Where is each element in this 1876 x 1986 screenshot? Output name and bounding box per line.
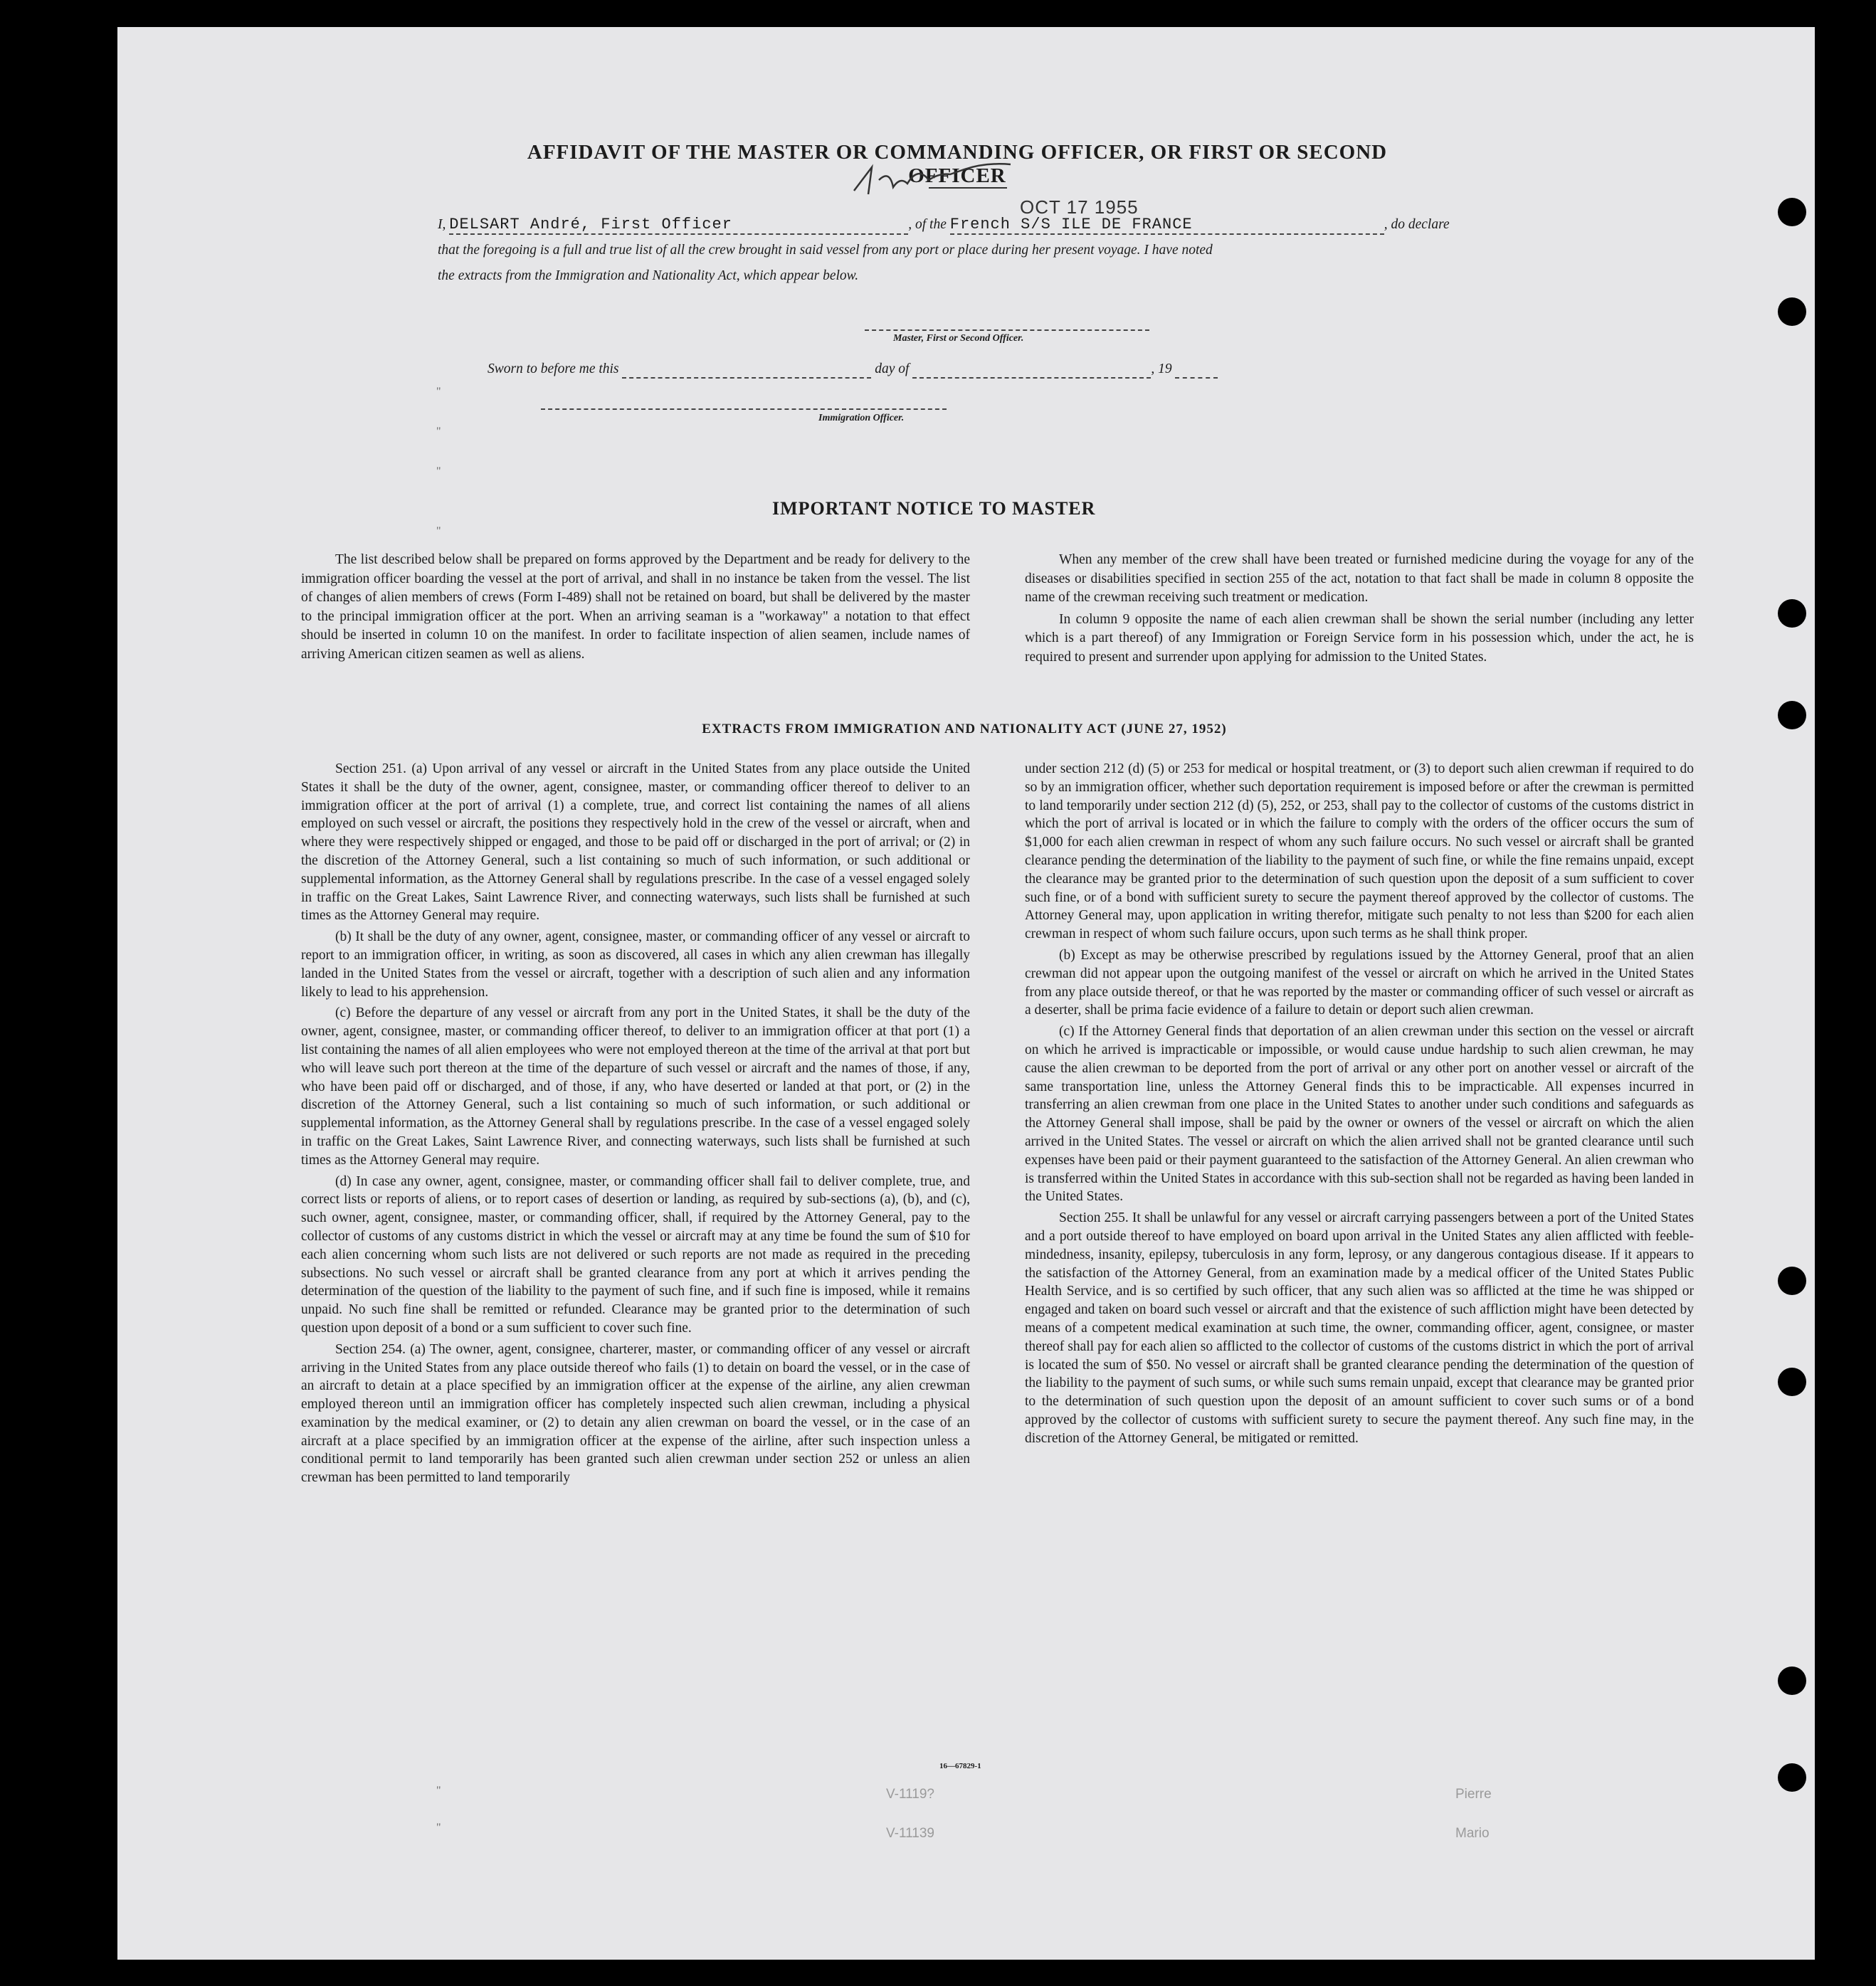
punch-hole (1778, 701, 1806, 729)
bleed-through-text: V-11139 (886, 1826, 934, 1841)
sworn-month-field (912, 361, 1151, 379)
form-number: 16—67829-1 (939, 1762, 981, 1770)
ditto-mark: " (436, 525, 441, 537)
punch-hole (1778, 1667, 1806, 1695)
extracts-title: EXTRACTS FROM IMMIGRATION AND NATIONALITY ACT (JUNE 27, 1952) (702, 722, 1227, 736)
extract-paragraph: (b) Except as may be otherwise prescribed by regulations issued by the Attorney General, proof that an alien crewman did not appear upon the outgoing manifest of the vessel or aircraft on which he arrived in the United States from any place outside thereof, or that he was reported by the master or commanding officer of such vessel or aircraft as a deserter, shall be prima facie evidence of a failure to detain or deport such alien crewman. (1025, 947, 1694, 1018)
ditto-mark: " (436, 1822, 441, 1834)
declaration-line-1 (438, 216, 1527, 235)
sworn-year-field (1175, 361, 1218, 379)
date-stamp: OCT 17 1955 (1020, 196, 1139, 218)
extract-paragraph: Section 254. (a) The owner, agent, consignee, charterer, master, or commanding officer of any vessel or aircraft arriving in the United States from any place outside thereof who fails (1) to detain on board the vessel, or in the case of an aircraft to detain at a place specified by an immigration officer at the expense of the airline, any alien crewman employed thereon until an immigration officer has completely inspected such alien crewman, including a physical examination by the medical examiner, or (2) to detain any alien crewman on board the vessel, or in the case of an aircraft at a place specified by an immigration officer at the expense of the airline, after such inspection unless a conditional permit to land temporarily has been granted such alien crewman under section 252 or unless an alien crewman has been permitted to land temporarily (301, 1341, 970, 1486)
document-title: AFFIDAVIT OF THE MASTER OR COMMANDING OFFICER, OR FIRST OR SECOND OFFICER (527, 141, 1388, 187)
document-page (117, 27, 1815, 1960)
extract-paragraph: Section 255. It shall be unlawful for any vessel or aircraft carrying passengers between a port of the United States and a port outside thereof to have employed on board upon arrival in the United States any alien afflicted with feeble-mindedness, insanity, epilepsy, tuberculosis in any form, leprosy, or any dangerous contagious disease. If it appears to the satisfaction of the Attorney General, from an examination made by a medical officer of the United States Public Health Service, and is so certified by such officer, that any such alien was so afflicted at the time he was shipped or engaged and taken on board such vessel or aircraft and that the existence of such affliction might have been detected by means of a competent medical examination at such time, the owner, commanding officer, agent, consignee, or master thereof shall pay for each alien so afflicted to the collector of customs of the customs district in which the port of arrival is located the sum of $50. No vessel or aircraft shall be granted clearance pending the determination of the question of the liability to the payment of such sums, or while such sums remain unpaid, except that clearance may be granted prior to the determination of such question upon the deposit of an amount sufficient to cover such sums or of a bond approved by the collector of customs with sufficient surety to secure the payment thereof. Any such fine may, in the discretion of the Attorney General, be mitigated or remitted. (1025, 1210, 1694, 1446)
handwritten-signature (850, 159, 1014, 201)
punch-hole (1778, 599, 1806, 628)
notice-paragraph: In column 9 opposite the name of each alien crewman shall be shown the serial number (including any letter which is a part thereof) of any Immigration or Foreign Service form in his possession which, under the act, he is required to present and surrender upon applying for admission to the United States. (1025, 611, 1694, 665)
bleed-through-text: Mario (1455, 1826, 1490, 1841)
sworn-prefix: Sworn to before me this (488, 361, 619, 376)
day-of-text: day of (875, 361, 910, 376)
extract-paragraph: (c) If the Attorney General finds that deportation of an alien crewman under this section on the vessel or aircraft on which he arrived is impracticable or impossible, or would cause undue hardship to such alien crewman, he may cause the alien crewman to be deported from the port of arrival or any other port on another vessel or aircraft of the same transportation line, unless the Attorney General finds this to be impracticable. All expenses incurred in transferring an alien crewman from one place in the United States to another under such conditions and safeguards as the Attorney General shall impose, shall be paid by the owner or owners of the vessel or aircraft on which the alien arrived in the United States. The vessel or aircraft on which the alien arrived shall not be granted clearance until such expenses have been paid or their payment guaranteed to the satisfaction of the Attorney General. An alien crewman who is transferred within the United States in accordance with this sub-section shall not be regarded as having been landed in the United States. (1025, 1024, 1694, 1205)
officer-rank: First Officer (601, 216, 732, 233)
of-the-text: , of the (908, 217, 947, 232)
vessel-name-field (950, 216, 1384, 235)
declaration-line-2: that the foregoing is a full and true list of all the crew brought in said vessel from any port or place during her present voyage. I have noted (438, 243, 1213, 258)
punch-hole (1778, 1267, 1806, 1295)
immigration-officer-line (541, 408, 947, 410)
extract-paragraph: (b) It shall be the duty of any owner, agent, consignee, master, or commanding officer of any vessel or aircraft to report to an immigration officer, in writing, as soon as discovered, all cases in which any alien crewman has illegally landed in the United States from the vessel or aircraft, together with a description of such alien and any information likely to lead to his apprehension. (301, 929, 970, 1000)
extracts-left-column (301, 760, 970, 1490)
vessel-name: French S/S ILE DE FRANCE (949, 216, 1193, 233)
signature-line (865, 329, 1149, 331)
declaration-line-3: the extracts from the Immigration and Nationality Act, which appear below. (438, 268, 859, 283)
ditto-mark: " (436, 1785, 441, 1797)
notice-right-column (1025, 551, 1694, 670)
bleed-through-text: Pierre (1455, 1787, 1492, 1802)
punch-hole (1778, 198, 1806, 226)
punch-hole (1778, 1368, 1806, 1396)
ditto-mark: " (436, 465, 441, 477)
bleed-through-text: V-1119? (886, 1787, 934, 1802)
do-declare-text: , do declare (1384, 217, 1450, 232)
notice-title: IMPORTANT NOTICE TO MASTER (772, 498, 1096, 519)
sworn-line (438, 361, 1434, 379)
ditto-mark: " (436, 386, 441, 398)
extract-paragraph: (c) Before the departure of any vessel or aircraft from any port in the United States, it shall be the duty of the owner, agent, consignee, master, or commanding officer thereof, to deliver to an immigration officer at that port (1) a list containing the names of all alien employees who were not employed thereon at the time of the arrival at that port but who will leave such port thereon at the time of the departure of such vessel or aircraft and the names of those, if any, who have been paid off or discharged, and of those, if any, who have deserted or landed at that port, or (2) in the discretion of the Attorney General, such a list containing so much of such information, or such additional or supplemental information, as the Attorney General shall by regulations prescribe. In the case of a vessel engaged solely in traffic on the Great Lakes, Saint Lawrence River, and connecting waterways, such lists shall be furnished at such times as the Attorney General may require. (301, 1005, 970, 1168)
notice-paragraph: When any member of the crew shall have been treated or furnished medicine during the voyage for any of the diseases or disabilities specified in section 255 of the act, notation to that fact shall be made in column 8 opposite the name of the crewman receiving such treatment or medication. (1025, 552, 1694, 605)
ditto-mark: " (436, 426, 441, 438)
signature-caption: Master, First or Second Officer. (893, 333, 1024, 344)
notice-paragraph: The list described below shall be prepared on forms approved by the Department and be ready for delivery to the immigration officer boarding the vessel at the port of arrival, and shall in no instance be taken from the vessel. The list of changes of alien members of crews (Form I-489) shall not be retained on board, but shall be delivered by the master to the principal immigration officer at the port. When an arriving seaman is a "workaway" a notation to that effect should be inserted in column 10 on the manifest. In order to facilitate inspection of alien seamen, include names of arriving American citizen seamen as well as aliens. (301, 552, 970, 662)
immigration-officer-caption: Immigration Officer. (818, 413, 905, 423)
extracts-right-column (1025, 760, 1694, 1450)
notice-left-column (301, 551, 970, 667)
declaration-pronoun: I, (438, 217, 446, 232)
year-prefix: , 19 (1151, 361, 1172, 376)
officer-name: DELSART André, (449, 216, 591, 233)
sworn-day-field (622, 361, 871, 379)
extract-paragraph: (d) In case any owner, agent, consignee, master, or commanding officer shall fail to deliver complete, true, and correct lists or reports of aliens, or to report cases of desertion or landing, as required by sub-sections (a), (b), and (c), such owner, agent, consignee, master, or commanding officer, shall, if required by the Attorney General, pay to the collector of customs of any customs district in which the vessel or aircraft may at any time be found the sum of $10 for each alien concerning whom such lists are not delivered or such reports are not made as required in the preceding subsections. No such vessel or aircraft shall be granted clearance from any port at which it arrives pending the determination of the question of the liability to the payment of such fine, and if such fine is imposed, while it remains unpaid. No such fine shall be remitted or refunded. Clearance may be granted prior to the determination of such question upon deposit of a bond or a sum sufficient to cover such fine. (301, 1173, 970, 1336)
extract-paragraph: Section 251. (a) Upon arrival of any vessel or aircraft in the United States from any place outside the United States it shall be the duty of the owner, agent, consignee, master, or commanding officer thereof to deliver to an immigration officer at the port of arrival (1) a complete, true, and correct list containing the names of all aliens employed on such vessel or aircraft, the positions they respectively hold in the crew of the vessel or aircraft, when and where they were respectively shipped or engaged, and those to be paid off or discharged in the port of arrival; or (2) in the discretion of the Attorney General, such a list containing so much of such information, or such additional or supplemental information, as the Attorney General shall by regulations prescribe. In the case of a vessel engaged solely in traffic on the Great Lakes, Saint Lawrence River, and connecting waterways, such lists shall be furnished at such times as the Attorney General may require. (301, 761, 970, 924)
extract-paragraph: under section 212 (d) (5) or 253 for medical or hospital treatment, or (3) to deport such alien crewman if required to do so by an immigration officer, whether such deportation requirement is imposed before or after the crewman is permitted to land temporarily under section 212 (d) (5), 252, or 253, shall pay to the collector of customs of the customs district in which the port of arrival is located or in which the failure to comply with the orders of the officer occurs the sum of $1,000 for each alien crewman in respect of whom any such failure occurs. No such vessel or aircraft shall be granted clearance pending the determination of the liability to the payment of such fine, or while the fine remains unpaid, except the clearance may be granted prior to the determination of such question upon the deposit of a sum sufficient to cover such fine, or of a bond with sufficient surety to secure the payment thereof approved by the collector of customs. The Attorney General may, upon application in writing therefor, mitigate such penalty to not less than $200 for each alien crewman in respect of whom such failure occurs, upon such terms as he shall think proper. (1025, 761, 1694, 942)
punch-hole (1778, 1763, 1806, 1792)
punch-hole (1778, 297, 1806, 326)
officer-name-field (449, 216, 908, 235)
